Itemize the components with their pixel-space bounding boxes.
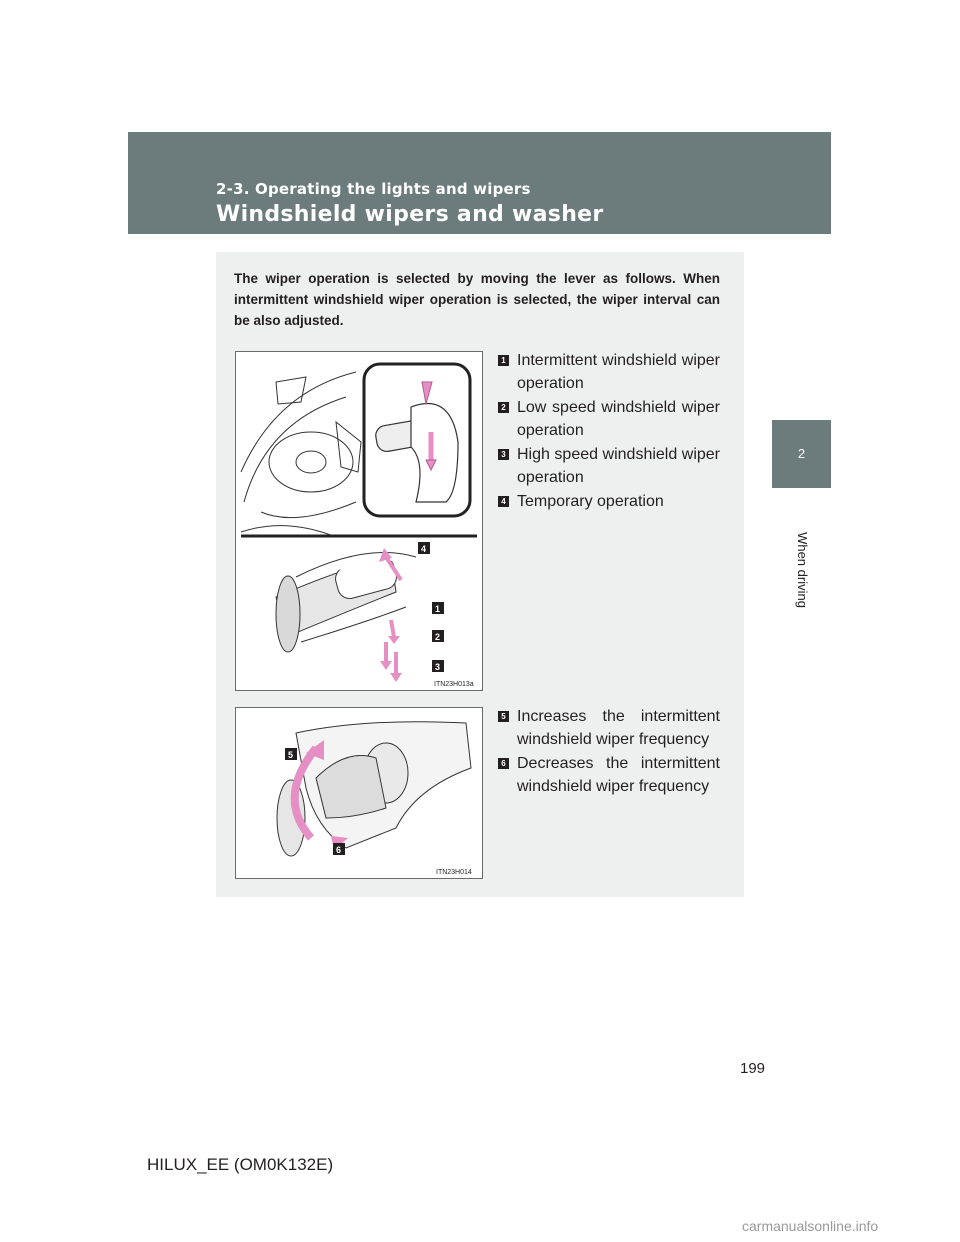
chapter-tab[interactable]: [772, 420, 831, 488]
callout-2: 2: [435, 632, 441, 642]
step-text: High speed windshield wiper operation: [517, 446, 720, 486]
step-text: Increases the intermittent windshield wiper frequency: [517, 708, 720, 748]
list-item: [494, 705, 720, 751]
watermark[interactable]: carmanualsonline.info: [742, 1218, 879, 1234]
page-header: [128, 132, 831, 234]
step-text: Decreases the intermittent windshield wiper frequency: [517, 755, 720, 795]
step-text: Temporary operation: [517, 493, 664, 510]
wiper-lever-illustration: [236, 352, 482, 690]
callout-5: 5: [288, 750, 294, 760]
manual-code: HILUX_EE (OM0K132E): [147, 1155, 334, 1174]
step-number-icon: 2: [498, 402, 509, 413]
figure2-code: ITN23H014: [436, 869, 472, 876]
section-label: 2-3. Operating the lights and wipers: [216, 180, 531, 198]
step-number-icon: 6: [498, 758, 509, 769]
list-item: [494, 349, 720, 395]
list-item: [494, 443, 720, 489]
step-text: Low speed windshield wiper operation: [517, 399, 720, 439]
chapter-label: When driving: [795, 532, 810, 608]
figure1-code: ITN23H013a: [434, 681, 474, 688]
figure-interval-knob: [235, 707, 483, 879]
list-item: [494, 752, 720, 798]
page-number: 199: [740, 1060, 766, 1077]
step-number-icon: 3: [498, 449, 509, 460]
callout-6: 6: [336, 845, 342, 855]
list-item: [494, 396, 720, 442]
step-number-icon: 4: [498, 496, 509, 507]
interval-knob-illustration: [236, 708, 482, 878]
steps-list-interval: [494, 705, 720, 799]
callout-1: 1: [435, 604, 441, 614]
list-item: [494, 490, 720, 513]
step-number-icon: 5: [498, 711, 509, 722]
figure-wiper-lever: [235, 351, 483, 691]
callout-3: 3: [435, 662, 441, 672]
step-number-icon: 1: [498, 355, 509, 366]
page-title: Windshield wipers and washer: [216, 202, 604, 227]
content-panel: [216, 252, 744, 897]
chapter-number: 2: [797, 446, 806, 461]
intro-text: The wiper operation is selected by moving the lever as follows. When intermittent windshield wiper operation is selected, the wiper interval can be also adjusted.: [234, 271, 720, 328]
steps-list-lever: [494, 349, 720, 514]
callout-4: 4: [421, 544, 427, 554]
step-text: Intermittent windshield wiper operation: [517, 352, 720, 392]
